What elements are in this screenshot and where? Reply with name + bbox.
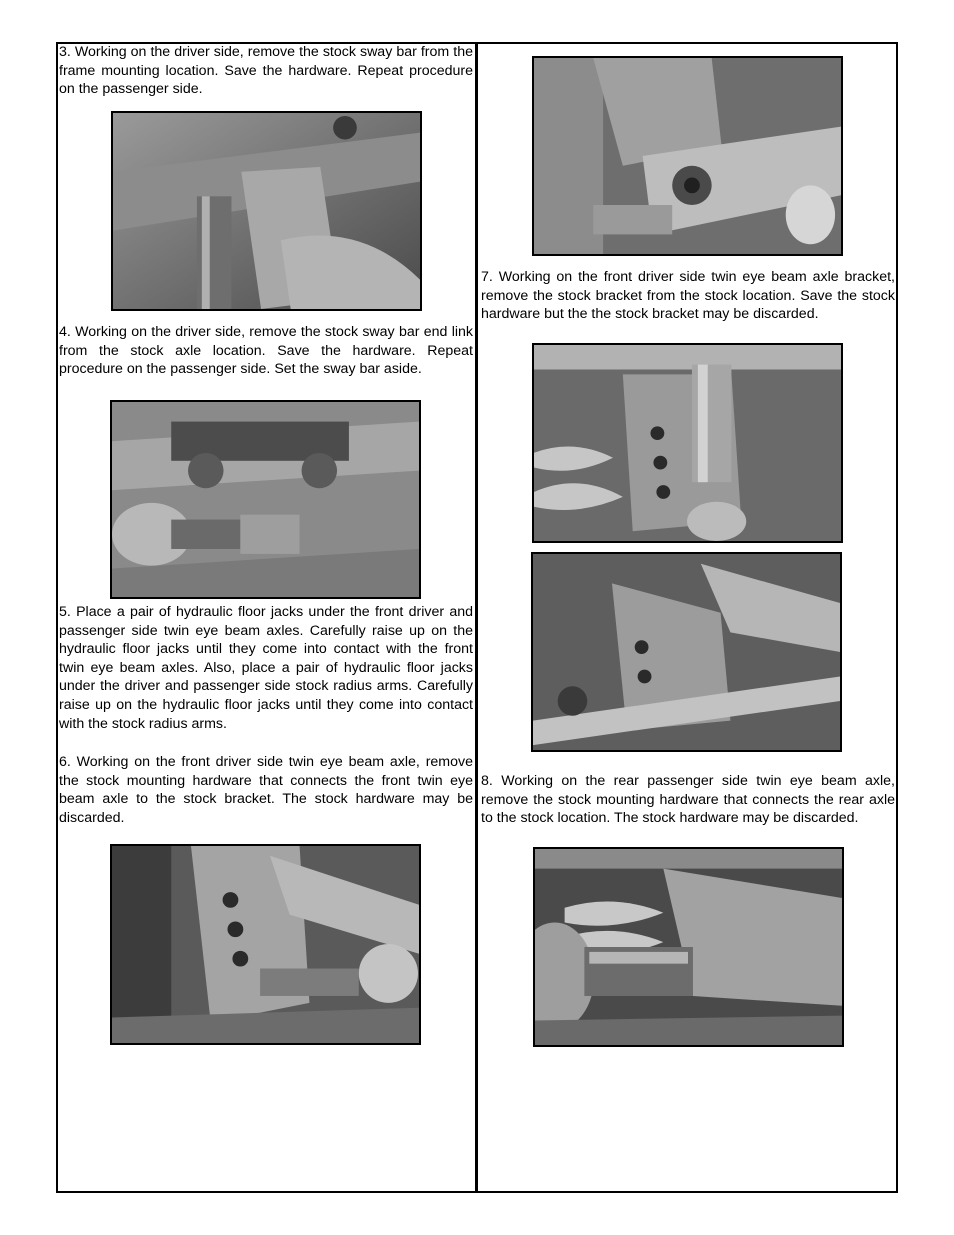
step-7-text: 7. Working on the front driver side twin eye beam axle bracket, remove the stock bracket from the stock location. Save the stock hardware but the the stock bracket may be discarded. bbox=[481, 269, 895, 323]
column-divider bbox=[475, 42, 478, 1193]
step-8-text: 8. Working on the rear passenger side twin eye beam axle, remove the stock mounting hardware that connects the rear axle to the stock location. The stock hardware may be discarded. bbox=[481, 773, 895, 827]
photo-twin-eye-beam-pivot bbox=[532, 56, 843, 256]
photo-rear-axle-hardware bbox=[533, 847, 844, 1047]
photo-sway-bar-frame-mount bbox=[111, 111, 422, 311]
step-3-text: 3. Working on the driver side, remove the stock sway bar from the frame mounting location. Save the hardware. Repeat procedure on the passenger side. bbox=[59, 44, 473, 98]
photo-sway-bar-end-link bbox=[110, 400, 421, 599]
photo-bracket-removed bbox=[531, 552, 842, 752]
step-5-text: 5. Place a pair of hydraulic floor jacks under the front driver and passenger side twin eye beam axles. Carefully raise up on the hydraulic floor jacks until they come into contact with the front twin eye beam axles. Also, place a pair of hydraulic floor jacks under the driver and passenger side stock radius arms. Carefully raise up on the hydraulic floor jacks until they come into contact with the stock radius arms. bbox=[59, 604, 473, 732]
step-6-text: 6. Working on the front driver side twin eye beam axle, remove the stock mounting hardware that connects the front twin eye beam axle to the stock bracket. The stock hardware may be discarded. bbox=[59, 754, 473, 826]
photo-twin-eye-beam-hardware bbox=[110, 844, 421, 1045]
step-4-text: 4. Working on the driver side, remove the stock sway bar end link from the stock axle location. Save the hardware. Repeat procedure on the passenger side. Set the sway bar aside. bbox=[59, 324, 473, 378]
photo-beam-axle-bracket-removal bbox=[532, 343, 843, 543]
